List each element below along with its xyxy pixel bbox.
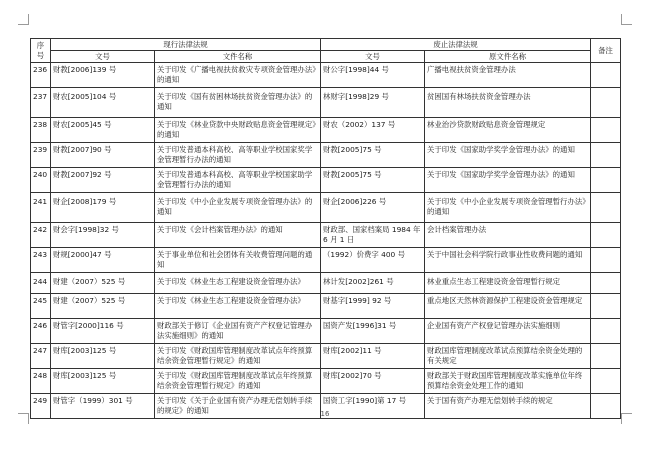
repealed-doc-name-header: 原文件名称 bbox=[425, 51, 591, 63]
repealed-doc-name-cell: 广播电视扶贫资金管理办法 bbox=[425, 63, 591, 88]
table-row bbox=[31, 168, 621, 193]
table-row bbox=[31, 248, 621, 273]
margin-corner-top-left bbox=[18, 14, 29, 25]
repealed-doc-name-cell: 财政国库管理制度改革试点预算结余资金处理的有关规定 bbox=[425, 344, 591, 369]
repealed-doc-name-cell: 贫困国有林场扶贫资金管理办法 bbox=[425, 88, 591, 118]
repealed-doc-name-cell: 关于印发《国家助学奖学金管理办法》的通知 bbox=[425, 168, 591, 193]
table-row bbox=[31, 344, 621, 369]
repealed-doc-no-cell: 财企[2006]226 号 bbox=[321, 193, 425, 223]
seq-cell: 241 bbox=[31, 193, 51, 223]
current-doc-name-cell: 关于印发《国有贫困林场扶贫资金管理办法》的通知 bbox=[155, 88, 321, 118]
table-row bbox=[31, 88, 621, 118]
current-doc-no-cell: 财教[2006]139 号 bbox=[51, 63, 155, 88]
remark-cell bbox=[591, 319, 621, 344]
page-number: 16 bbox=[320, 410, 330, 418]
current-doc-name-cell: 关于印发《林业贷款中央财政贴息资金管理规定》的通知 bbox=[155, 118, 321, 143]
current-doc-no-cell: 财教[2007]92 号 bbox=[51, 168, 155, 193]
table-row bbox=[31, 319, 621, 344]
current-doc-no-cell: 财建（2007）525 号 bbox=[51, 273, 155, 294]
current-doc-no-cell: 财农[2005]45 号 bbox=[51, 118, 155, 143]
current-doc-no-cell: 财会字[1998]32 号 bbox=[51, 223, 155, 248]
current-laws-header: 现行法律法规 bbox=[51, 39, 321, 51]
current-doc-name-cell: 关于印发《财政国库管理制度改革试点年终预算结余资金管理暂行规定》的通知 bbox=[155, 369, 321, 394]
remark-cell bbox=[591, 294, 621, 319]
seq-cell: 238 bbox=[31, 118, 51, 143]
repealed-doc-name-cell: 关于印发《国家助学奖学金管理办法》的通知 bbox=[425, 143, 591, 168]
table-row bbox=[31, 143, 621, 168]
repealed-doc-no-cell: 财公字[1998]44 号 bbox=[321, 63, 425, 88]
remark-header: 备注 bbox=[591, 39, 621, 63]
current-doc-name-cell: 关于印发普通本科高校、高等职业学校国家助学金管理暂行办法的通知 bbox=[155, 168, 321, 193]
current-doc-name-cell: 关于事业单位和社会团体有关收费管理问题的通知 bbox=[155, 248, 321, 273]
table-row bbox=[31, 193, 621, 223]
repealed-doc-name-cell: 重点地区天然林资源保护工程建设资金管理规定 bbox=[425, 294, 591, 319]
repealed-doc-name-cell: 财政部关于财政国库管理制度改革实施单位年终预算结余资金处理工作的通知 bbox=[425, 369, 591, 394]
header-row-2 bbox=[31, 51, 621, 63]
seq-cell: 237 bbox=[31, 88, 51, 118]
repealed-doc-no-cell: 财基字[1999] 92 号 bbox=[321, 294, 425, 319]
current-doc-no-cell: 财管字[2000]116 号 bbox=[51, 319, 155, 344]
current-doc-name-cell: 关于印发普通本科高校、高等职业学校国家奖学金管理暂行办法的通知 bbox=[155, 143, 321, 168]
seq-cell: 249 bbox=[31, 394, 51, 419]
current-doc-name-cell: 关于印发《关于企业国有资产办理无偿划转手续的规定》的通知 bbox=[155, 394, 321, 419]
repealed-doc-no-cell: 林计发[2002]261 号 bbox=[321, 273, 425, 294]
repealed-doc-name-cell: 林业治沙贷款财政贴息资金管理规定 bbox=[425, 118, 591, 143]
remark-cell bbox=[591, 248, 621, 273]
remark-cell bbox=[591, 63, 621, 88]
remark-cell bbox=[591, 273, 621, 294]
current-doc-no-cell: 财建（2007）525 号 bbox=[51, 294, 155, 319]
current-doc-no-cell: 财规[2000]47 号 bbox=[51, 248, 155, 273]
current-doc-name-cell: 关于印发《林业生态工程建设资金管理办法》 bbox=[155, 294, 321, 319]
seq-cell: 245 bbox=[31, 294, 51, 319]
repealed-doc-no-cell: 国资产发[1996]31 号 bbox=[321, 319, 425, 344]
repealed-doc-name-cell: 企业国有资产产权登记管理办法实施细则 bbox=[425, 319, 591, 344]
seq-cell: 243 bbox=[31, 248, 51, 273]
table-row bbox=[31, 369, 621, 394]
repealed-doc-name-cell: 会计档案管理办法 bbox=[425, 223, 591, 248]
remark-cell bbox=[591, 223, 621, 248]
current-doc-no-cell: 财管字（1999）301 号 bbox=[51, 394, 155, 419]
seq-header-bottom: 号 bbox=[36, 50, 45, 60]
margin-corner-top-right bbox=[621, 14, 632, 25]
repealed-doc-no-cell: （1992）价费字 400 号 bbox=[321, 248, 425, 273]
repealed-doc-name-cell: 关于印发《中小企业发展专项资金管理暂行办法》的通知 bbox=[425, 193, 591, 223]
seq-cell: 242 bbox=[31, 223, 51, 248]
seq-cell: 248 bbox=[31, 369, 51, 394]
header-row-1 bbox=[31, 39, 621, 51]
seq-cell: 246 bbox=[31, 319, 51, 344]
table-row bbox=[31, 273, 621, 294]
current-doc-name-cell: 财政部关于修订《企业国有资产产权登记管理办法实施细则》的通知 bbox=[155, 319, 321, 344]
seq-header-top: 序 bbox=[36, 40, 45, 50]
remark-cell bbox=[591, 168, 621, 193]
seq-header bbox=[31, 39, 51, 63]
remark-cell bbox=[591, 88, 621, 118]
current-doc-name-cell: 关于印发《广播电视扶贫救灾专项资金管理办法》的通知 bbox=[155, 63, 321, 88]
table-row bbox=[31, 223, 621, 248]
regulations-table bbox=[30, 38, 621, 419]
remark-cell bbox=[591, 118, 621, 143]
remark-cell bbox=[591, 143, 621, 168]
repealed-laws-header: 废止法律法规 bbox=[321, 39, 591, 51]
repealed-doc-no-cell: 财农（2002）137 号 bbox=[321, 118, 425, 143]
repealed-doc-no-cell: 财库[2002]11 号 bbox=[321, 344, 425, 369]
repealed-doc-no-cell: 林财字[1998]29 号 bbox=[321, 88, 425, 118]
current-doc-name-cell: 关于印发《中小企业发展专项资金管理办法》的通知 bbox=[155, 193, 321, 223]
seq-cell: 236 bbox=[31, 63, 51, 88]
table-row bbox=[31, 118, 621, 143]
repealed-doc-no-cell: 国资工字[1990]第 17 号 bbox=[321, 394, 425, 419]
current-doc-no-cell: 财库[2003]125 号 bbox=[51, 369, 155, 394]
current-doc-name-cell: 关于印发《财政国库管理制度改革试点年终预算结余资金管理暂行规定》的通知 bbox=[155, 344, 321, 369]
remark-cell bbox=[591, 369, 621, 394]
seq-cell: 244 bbox=[31, 273, 51, 294]
table-row bbox=[31, 63, 621, 88]
current-doc-no-cell: 财教[2007]90 号 bbox=[51, 143, 155, 168]
current-doc-name-cell: 关于印发《会计档案管理办法》的通知 bbox=[155, 223, 321, 248]
seq-cell: 247 bbox=[31, 344, 51, 369]
remark-cell bbox=[591, 193, 621, 223]
remark-cell bbox=[591, 344, 621, 369]
current-doc-no-cell: 财农[2005]104 号 bbox=[51, 88, 155, 118]
current-doc-no-header: 文号 bbox=[51, 51, 155, 63]
current-doc-no-cell: 财企[2008]179 号 bbox=[51, 193, 155, 223]
repealed-doc-no-cell: 财库[2002]70 号 bbox=[321, 369, 425, 394]
repealed-doc-name-cell: 关于国有资产办理无偿划转手续的规定 bbox=[425, 394, 591, 419]
seq-cell: 239 bbox=[31, 143, 51, 168]
repealed-doc-no-cell: 财教[2005]75 号 bbox=[321, 168, 425, 193]
repealed-doc-name-cell: 林业重点生态工程建设资金管理暂行规定 bbox=[425, 273, 591, 294]
seq-cell: 240 bbox=[31, 168, 51, 193]
repealed-doc-name-cell: 关于中国社会科学院行政事业性收费问题的通知 bbox=[425, 248, 591, 273]
current-doc-name-cell: 关于印发《林业生态工程建设资金管理办法》 bbox=[155, 273, 321, 294]
repealed-doc-no-cell: 财教[2005]75 号 bbox=[321, 143, 425, 168]
current-doc-name-header: 文件名称 bbox=[155, 51, 321, 63]
repealed-doc-no-cell: 财政部、国家档案局 1984 年 6 月 1 日 bbox=[321, 223, 425, 248]
table-row bbox=[31, 294, 621, 319]
current-doc-no-cell: 财库[2003]125 号 bbox=[51, 344, 155, 369]
repealed-doc-no-header: 文号 bbox=[321, 51, 425, 63]
